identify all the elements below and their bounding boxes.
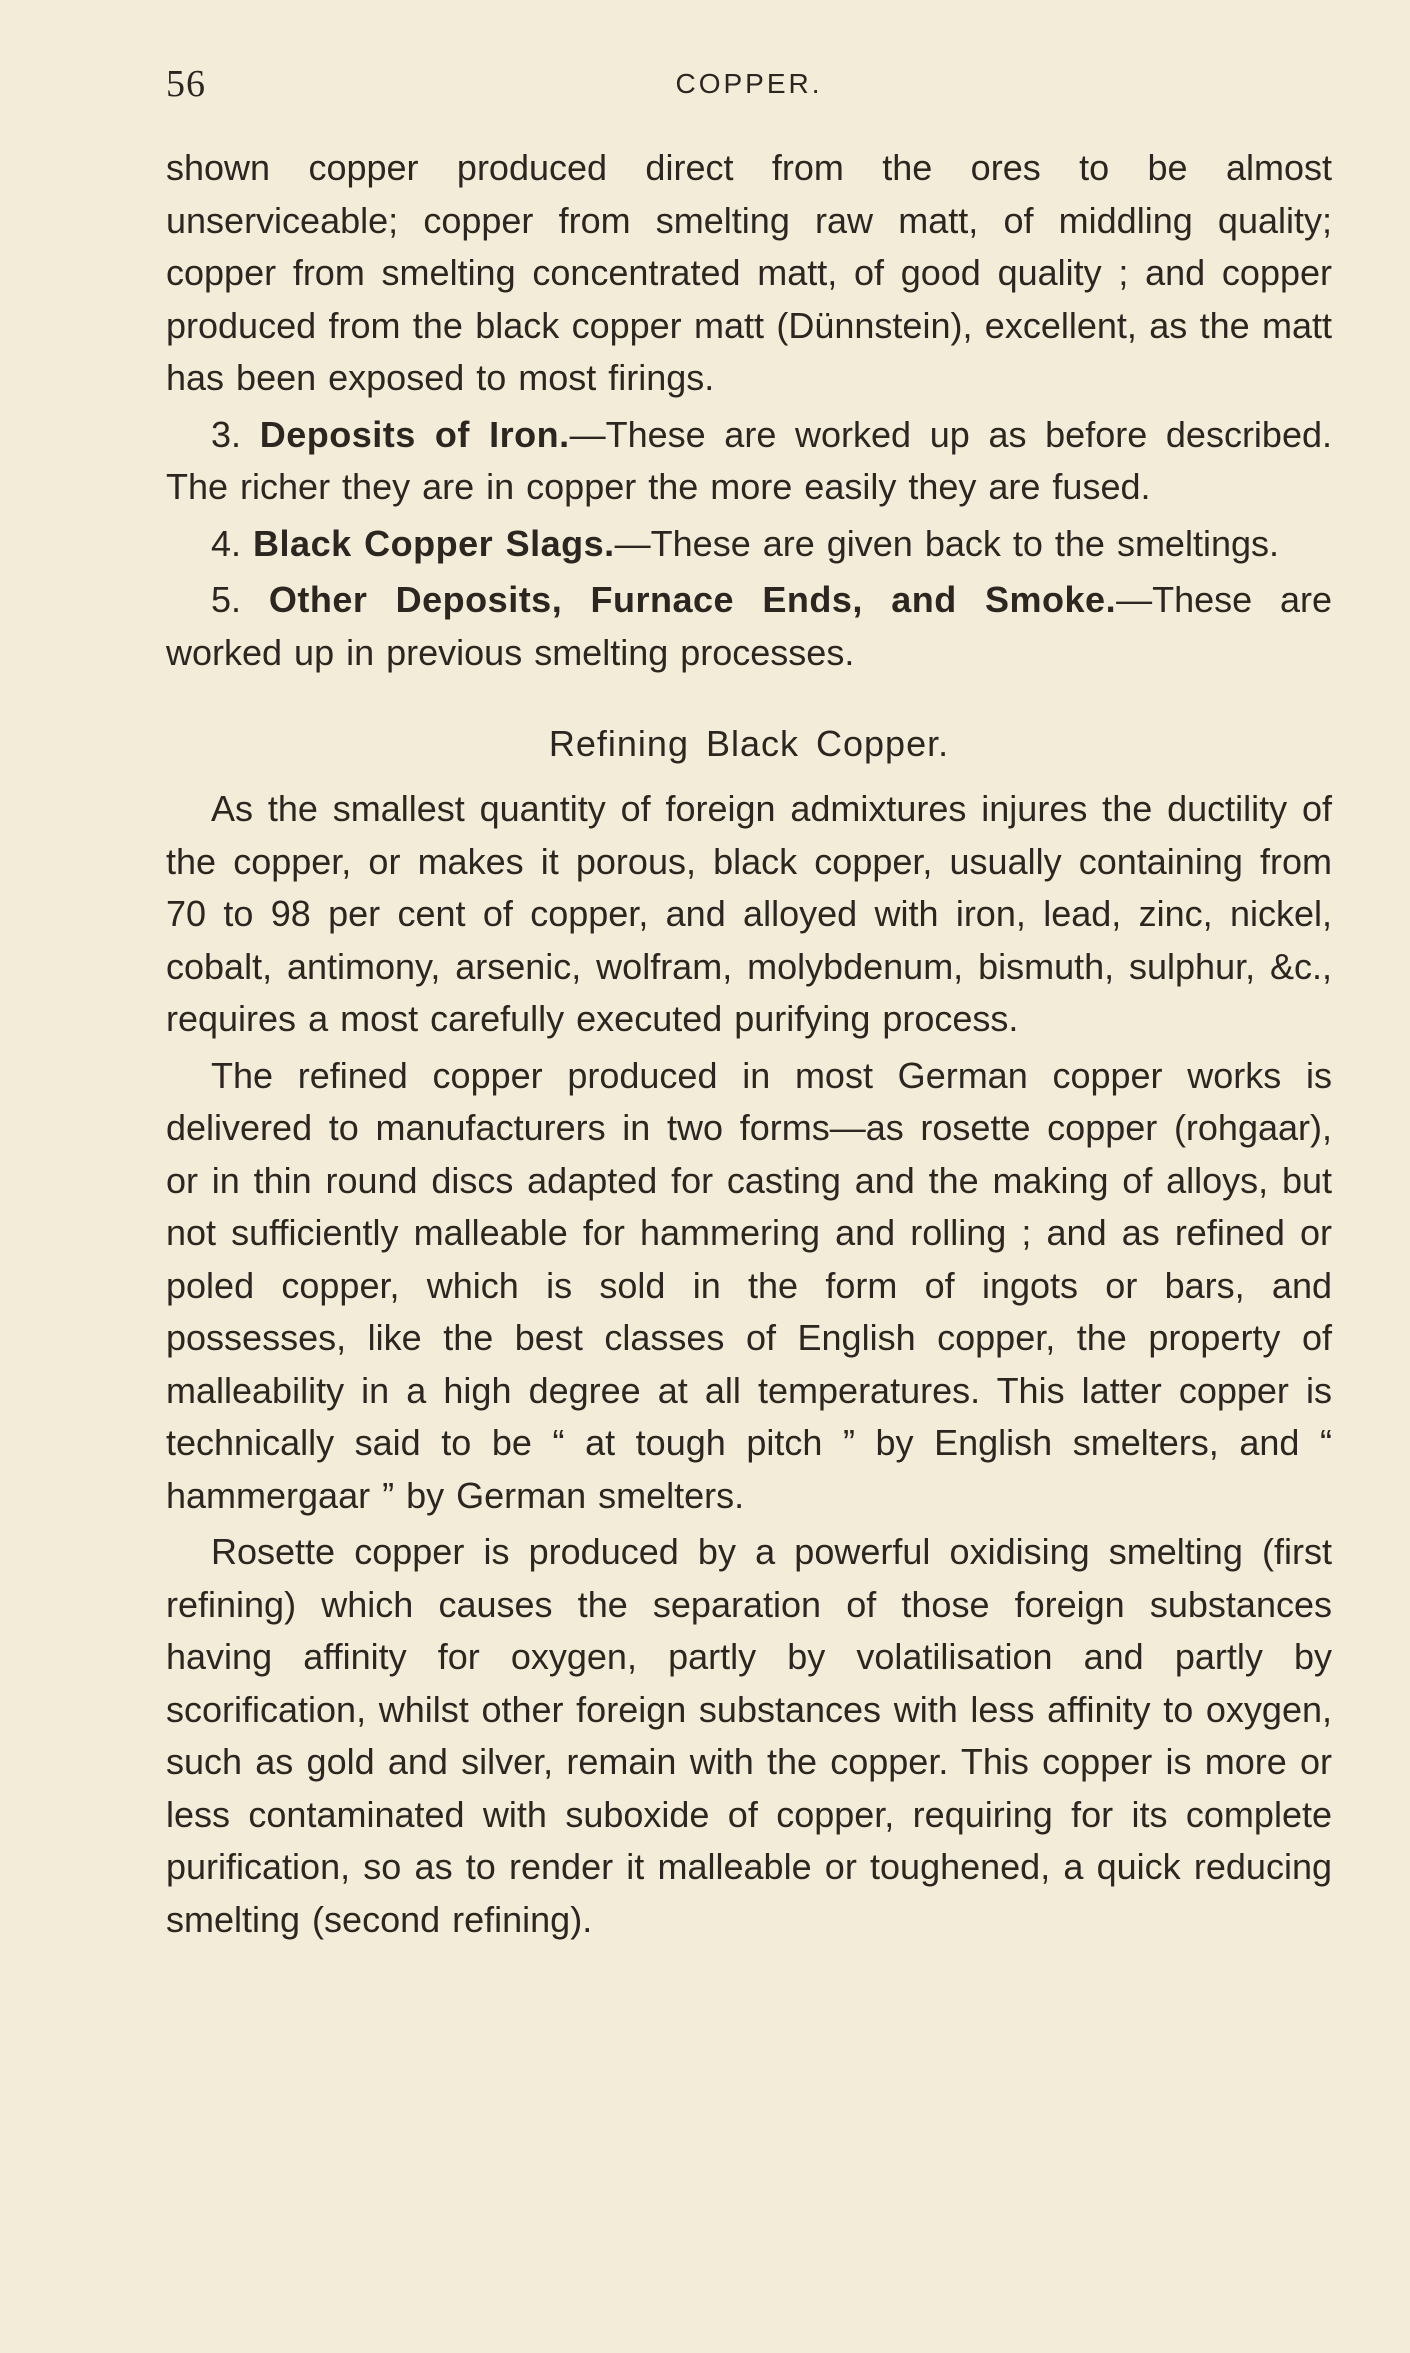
- running-title: COPPER.: [675, 68, 823, 99]
- list-item-number: 5.: [211, 579, 242, 620]
- book-page: [166, 58, 1332, 1946]
- list-item-text: —These are worked up in previous smelting processes.: [166, 579, 1332, 673]
- list-item-text: —These are given back to the smeltings.: [614, 522, 1279, 564]
- list-item-number: 3.: [211, 413, 242, 455]
- list-item-text: —These are worked up as before described. The richer they are in copper the more easily they are fused.: [166, 413, 1332, 507]
- list-item-heading: Deposits of Iron.: [259, 413, 570, 455]
- list-item-black-copper-slags: [166, 518, 1332, 571]
- page-number: 56: [166, 63, 206, 105]
- body-text: [166, 142, 1332, 1946]
- section-paragraph: Rosette copper is produced by a powerful oxidising smelting (first refining) which causes the separation of those foreign substances having affinity for oxygen, partly by volatilisation and partly by scorification, whilst other foreign substances with less affinity to oxygen, such as gold and silver, remain with the copper. This copper is more or less contaminated with suboxide of copper, requiring for its complete purification, so as to render it malleable or toughened, a quick reducing smelting (second refining).: [166, 1531, 1332, 1940]
- section-title: Refining Black Copper.: [548, 723, 950, 764]
- section-paragraph: The refined copper produced in most German copper works is delivered to manufacturers in two forms—as rosette copper (rohgaar), or in thin round discs adapted for casting and the making of alloys, but not sufficiently malleable for hammering and rolling ; and as refined or poled copper, which is sold in the form of ingots or bars, and possesses, like the best classes of English copper, the property of malleability in a high degree at all temperatures. This latter copper is technically said to be “ at tough pitch ” by English smelters, and “ hammergaar ” by German smelters.: [166, 1054, 1332, 1516]
- list-item-deposits-of-iron: [166, 409, 1332, 514]
- list-item-other-deposits: [166, 574, 1332, 679]
- list-item-heading: Black Copper Slags.: [253, 522, 615, 564]
- list-item-number: 4.: [211, 522, 242, 564]
- list-item-heading: Other Deposits, Furnace Ends, and Smoke.: [268, 579, 1117, 620]
- paragraph-continuation: shown copper produced direct from the ores to be almost unserviceable; copper from smelting raw matt, of middling quality; copper from smelting concentrated matt, of good quality ; and copper produced from the black copper matt (Dünnstein), excellent, as the matt has been exposed to most firings.: [166, 147, 1332, 398]
- running-head: [166, 58, 1332, 114]
- section-paragraph: As the smallest quantity of foreign admixtures injures the ductility of the copper, or makes it porous, black copper, usually containing from 70 to 98 per cent of copper, and alloyed with iron, lead, zinc, nickel, cobalt, antimony, arsenic, wolfram, molybdenum, bismuth, sulphur, &c., requires a most carefully executed purifying process.: [166, 788, 1332, 1039]
